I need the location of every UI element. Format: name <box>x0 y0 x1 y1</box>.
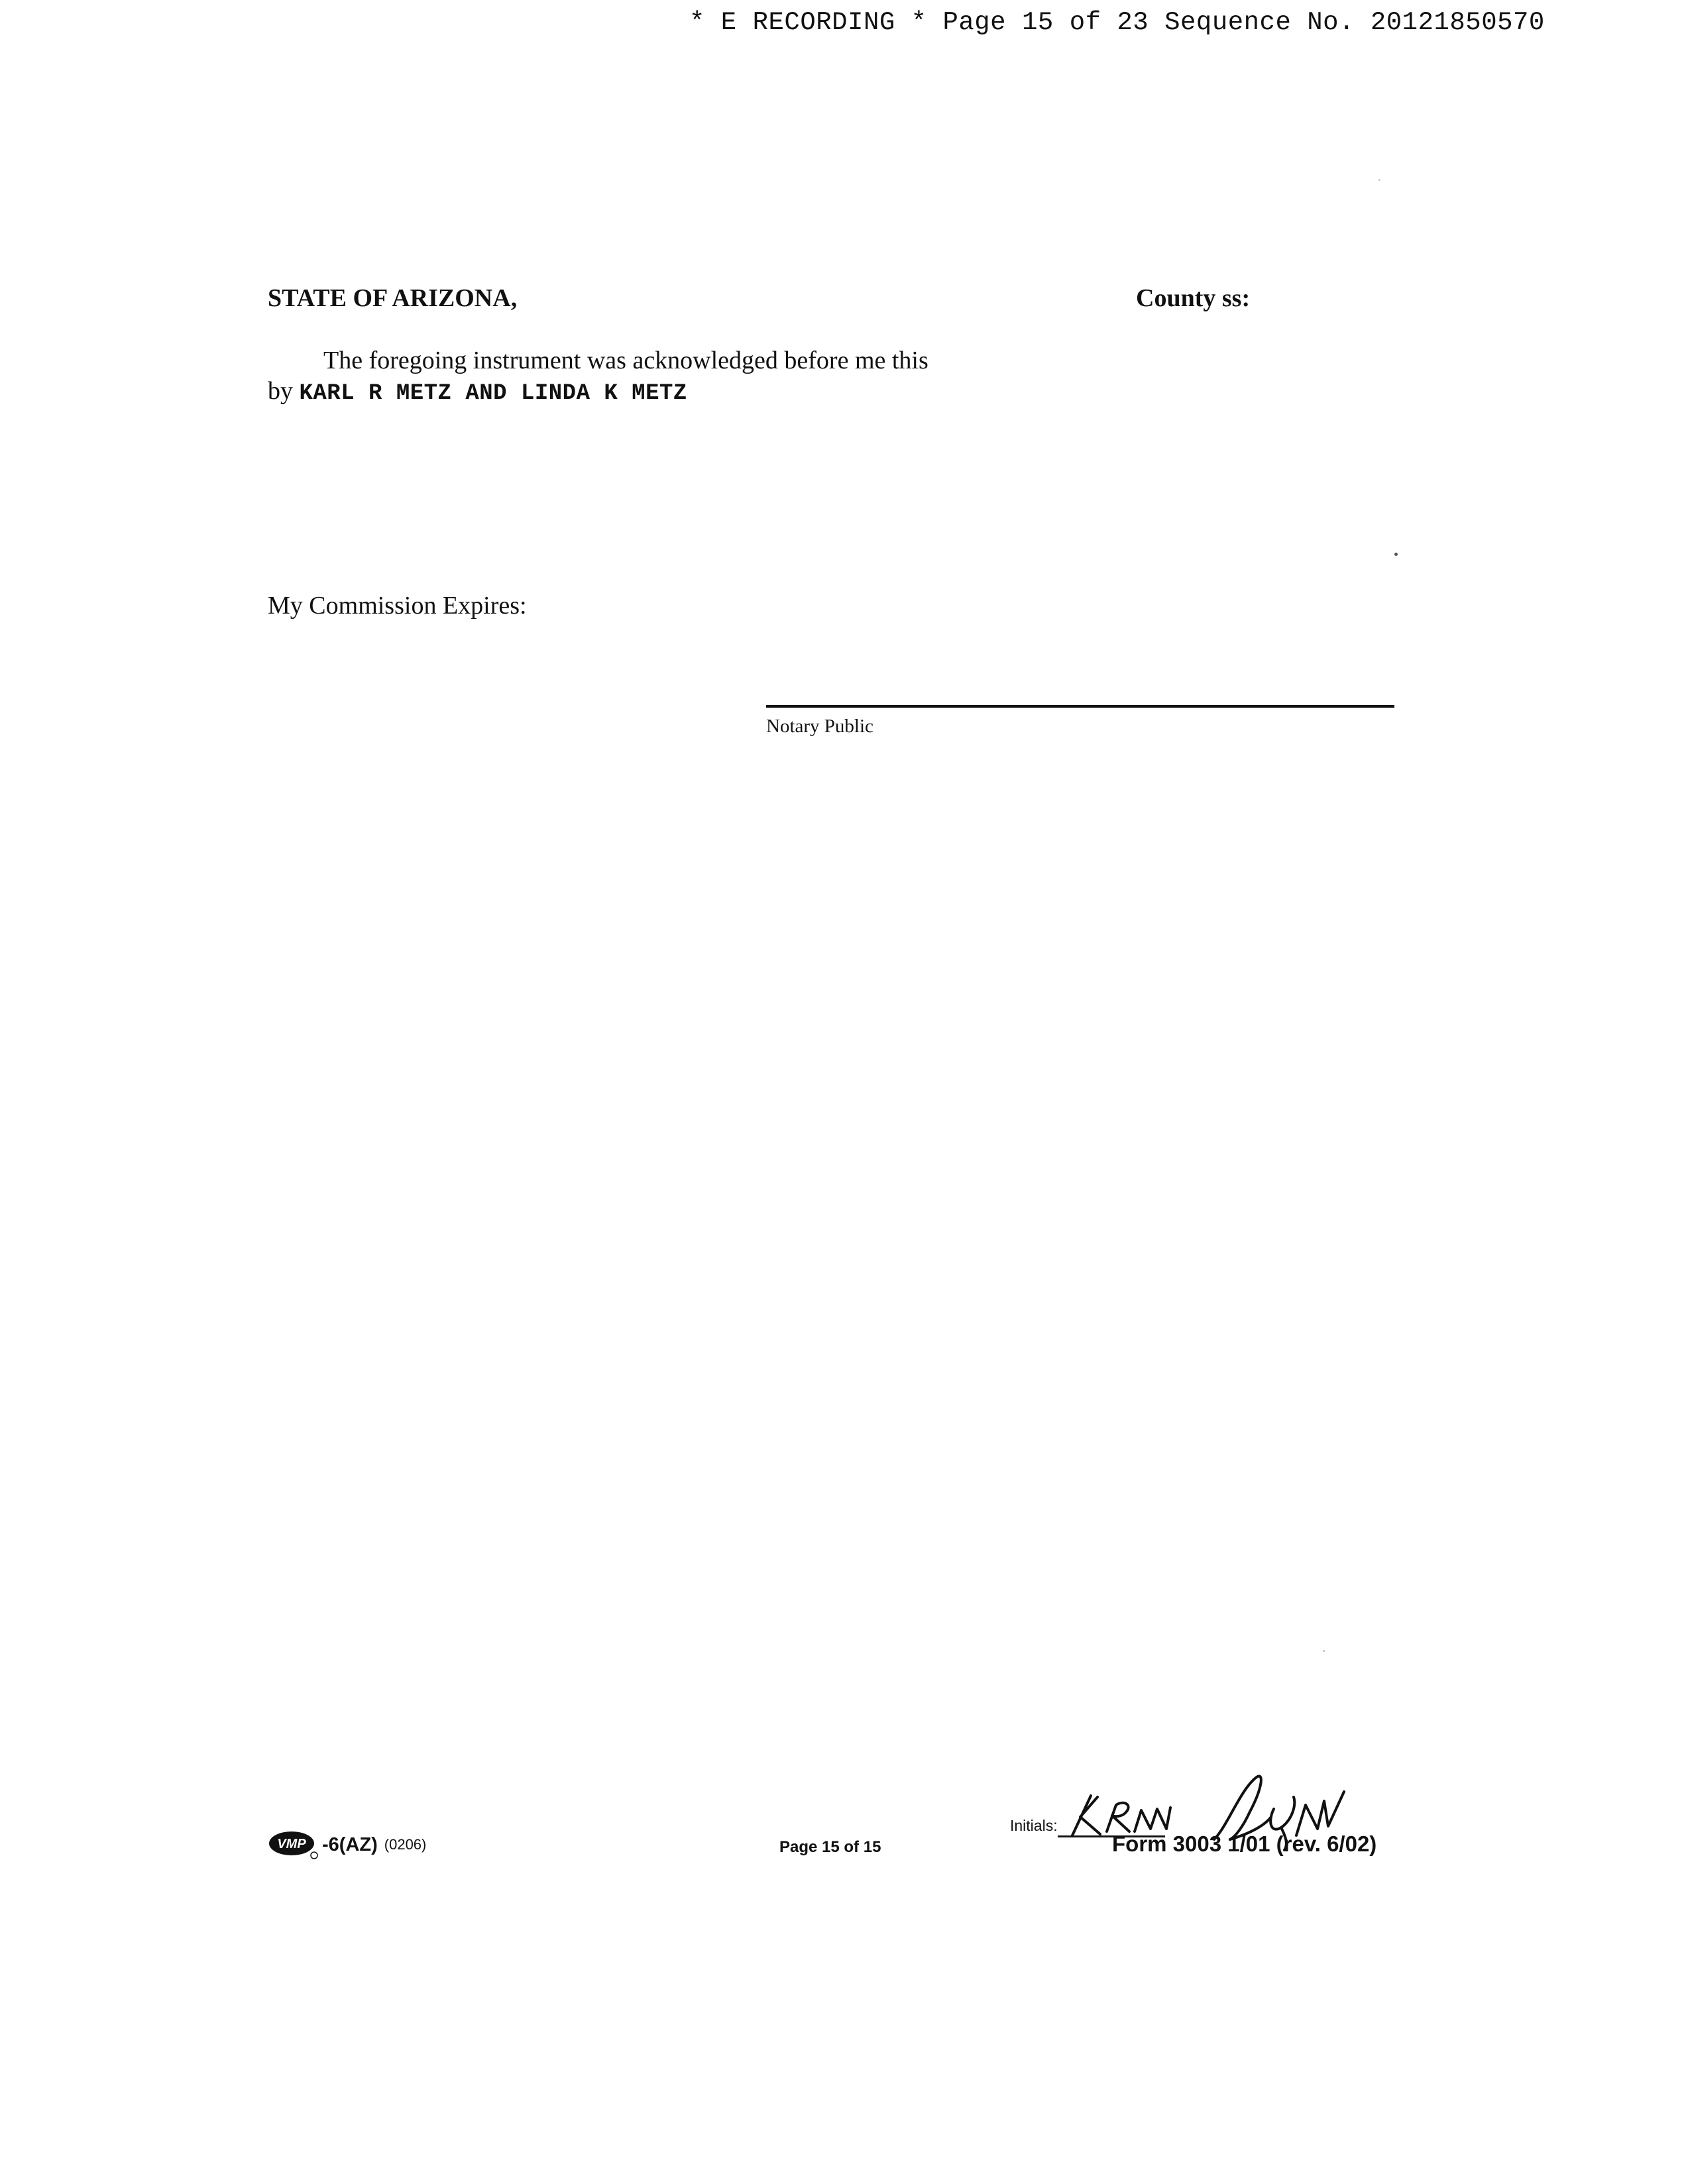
vmp-logo-icon <box>268 1830 321 1859</box>
commission-expires-label: My Commission Expires: <box>268 592 527 620</box>
form-revision: (0206) <box>384 1836 427 1853</box>
county-heading: County ss: <box>1136 284 1251 312</box>
state-heading: STATE OF ARIZONA, <box>268 284 518 312</box>
page-number: Page 15 of 15 <box>779 1838 881 1856</box>
borrower-names: KARL R METZ AND LINDA K METZ <box>299 381 687 406</box>
scan-speck <box>1394 553 1398 556</box>
by-prefix: by <box>268 377 293 405</box>
form-number: Form 3003 1/01 (rev. 6/02) <box>1112 1831 1377 1856</box>
form-identifier <box>268 1830 426 1859</box>
acknowledgment-statement: The foregoing instrument was acknowledged before me this <box>323 347 928 374</box>
initials-label: Initials: <box>1010 1817 1058 1834</box>
recording-header: * E RECORDING * Page 15 of 23 Sequence No. 20121850570 <box>689 8 1545 37</box>
scan-speck <box>1378 179 1380 181</box>
vmp-logo-text: VMP <box>277 1837 306 1851</box>
acknowledged-by-line <box>268 376 687 406</box>
handwritten-initials-signature <box>1060 1763 1378 1855</box>
scan-speck <box>1323 1650 1325 1652</box>
notary-signature-line <box>766 705 1394 708</box>
form-code: -6(AZ) <box>322 1833 378 1855</box>
notary-public-label: Notary Public <box>766 716 873 737</box>
